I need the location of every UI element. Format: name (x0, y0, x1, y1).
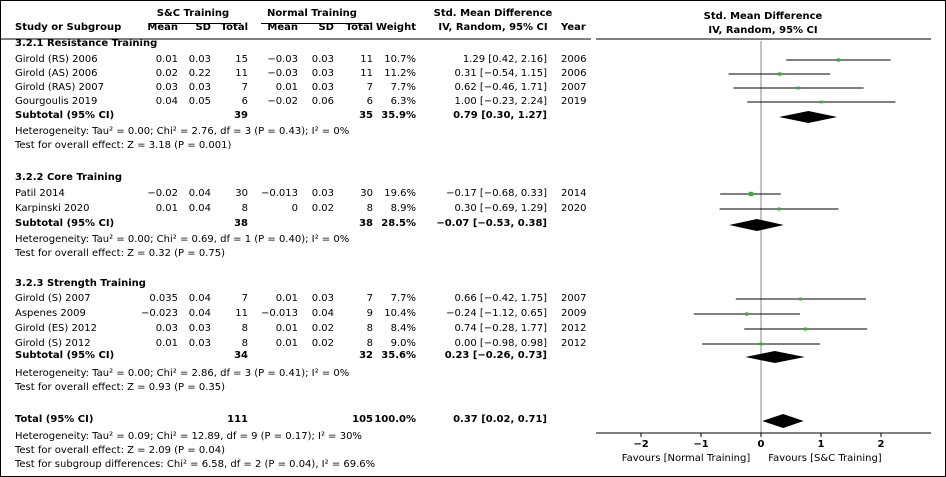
subgroup-differences-test: Test for subgroup differences: Chi² = 6.58, df = 2 (P = 0.04), I² = 69.6% (15, 459, 376, 470)
study-total-normal: 8 (366, 323, 373, 334)
header-total-right: Total (345, 22, 373, 33)
study-total-normal: 7 (366, 293, 373, 304)
header-sd-right: SD (318, 22, 334, 33)
subgroup-heterogeneity: Heterogeneity: Tau² = 0.00; Chi² = 0.69, df = 1 (P = 0.40); I² = 0% (15, 234, 350, 245)
study-name: Patil 2014 (15, 188, 65, 199)
study-mean-normal: −0.013 (260, 188, 298, 199)
study-total-sc: 8 (241, 323, 248, 334)
total-smd-ci: 0.37 [0.02, 0.71] (453, 414, 547, 425)
subgroup-overall-effect: Test for overall effect: Z = 0.32 (P = 0.75) (15, 248, 225, 259)
subgroup-overall-effect: Test for overall effect: Z = 3.18 (P = 0.001) (15, 140, 232, 151)
plot-method: IV, Random, 95% CI (708, 25, 818, 36)
study-total-sc: 8 (241, 203, 248, 214)
study-name: Karpinski 2020 (15, 203, 90, 214)
study-sd-normal: 0.03 (311, 188, 334, 199)
favours-normal-label: Favours [Normal Training] (621, 453, 751, 464)
total-weight: 100.0% (374, 414, 416, 425)
header-study-or-subgroup: Study or Subgroup (15, 22, 122, 33)
subtotal-label: Subtotal (95% CI) (15, 110, 115, 121)
study-total-normal: 8 (366, 338, 373, 349)
study-point-estimate (804, 327, 807, 330)
study-name: Gourgoulis 2019 (15, 96, 98, 107)
study-year: 2007 (561, 293, 587, 304)
study-weight: 6.3% (390, 96, 416, 107)
study-mean-sc: 0.02 (155, 68, 178, 79)
study-weight: 9.0% (390, 338, 416, 349)
subtotal-weight: 28.5% (381, 218, 416, 229)
study-sd-sc: 0.03 (188, 82, 211, 93)
study-total-sc: 11 (235, 68, 248, 79)
study-smd-ci: 0.66 [−0.42, 1.75] (454, 293, 547, 304)
study-name: Girold (RS) 2006 (15, 54, 98, 65)
subtotal-total-normal: 38 (359, 218, 373, 229)
study-mean-normal: 0.01 (275, 323, 298, 334)
study-sd-sc: 0.03 (188, 338, 211, 349)
study-smd-ci: 1.00 [−0.23, 2.24] (454, 96, 547, 107)
study-smd-ci: 0.30 [−0.69, 1.29] (454, 203, 547, 214)
subgroup-heterogeneity: Heterogeneity: Tau² = 0.00; Chi² = 2.86, df = 3 (P = 0.41); I² = 0% (15, 368, 350, 379)
subtotal-diamond (745, 351, 804, 363)
header-year: Year (561, 22, 586, 33)
study-point-estimate (745, 312, 748, 315)
study-mean-sc: 0.01 (155, 54, 178, 65)
total-total-normal: 105 (352, 414, 373, 425)
study-sd-normal: 0.04 (311, 308, 334, 319)
x-axis-tick-label: −1 (693, 439, 709, 450)
subtotal-label: Subtotal (95% CI) (15, 350, 115, 361)
study-sd-sc: 0.04 (188, 203, 211, 214)
overall-heterogeneity: Heterogeneity: Tau² = 0.09; Chi² = 12.89, df = 9 (P = 0.17); I² = 30% (15, 431, 362, 442)
study-sd-normal: 0.03 (311, 293, 334, 304)
subtotal-total-sc: 38 (234, 218, 248, 229)
study-sd-sc: 0.05 (188, 96, 211, 107)
study-total-normal: 7 (366, 82, 373, 93)
study-sd-normal: 0.03 (311, 54, 334, 65)
total-total-sc: 111 (227, 414, 248, 425)
study-mean-normal: 0.01 (275, 338, 298, 349)
study-sd-normal: 0.02 (311, 338, 334, 349)
total-label: Total (95% CI) (15, 414, 94, 425)
study-name: Girold (ES) 2012 (15, 323, 97, 334)
study-sd-normal: 0.03 (311, 68, 334, 79)
study-mean-normal: −0.02 (267, 96, 298, 107)
study-weight: 10.4% (384, 308, 416, 319)
study-sd-normal: 0.02 (311, 203, 334, 214)
study-smd-ci: 0.00 [−0.98, 0.98] (454, 338, 547, 349)
subtotal-diamond (779, 111, 837, 123)
header-mean-left: Mean (147, 22, 178, 33)
study-sd-sc: 0.04 (188, 293, 211, 304)
x-axis-tick-label: 1 (817, 439, 825, 450)
study-total-normal: 11 (360, 54, 373, 65)
subtotal-smd-ci: 0.23 [−0.26, 0.73] (444, 350, 547, 361)
study-total-normal: 6 (366, 96, 373, 107)
subtotal-total-normal: 35 (359, 110, 373, 121)
study-weight: 11.2% (384, 68, 416, 79)
study-mean-normal: −0.013 (260, 308, 298, 319)
study-smd-ci: −0.24 [−1.12, 0.65] (446, 308, 547, 319)
study-smd-ci: −0.17 [−0.68, 0.33] (446, 188, 547, 199)
study-mean-normal: 0.01 (275, 293, 298, 304)
subtotal-total-sc: 39 (234, 110, 248, 121)
study-total-normal: 9 (366, 308, 373, 319)
study-year: 2012 (561, 323, 587, 334)
study-name: Girold (S) 2012 (15, 338, 91, 349)
header-mean-right: Mean (267, 22, 298, 33)
study-point-estimate (797, 87, 800, 90)
header-normal-training: Normal Training (267, 8, 357, 19)
header-weight: Weight (376, 22, 416, 33)
study-weight: 8.9% (390, 203, 416, 214)
plot-title: Std. Mean Difference (703, 11, 823, 22)
study-mean-sc: −0.023 (140, 308, 178, 319)
study-year: 2019 (561, 96, 587, 107)
subtotal-smd-ci: −0.07 [−0.53, 0.38] (436, 218, 547, 229)
study-weight: 7.7% (390, 82, 416, 93)
study-year: 2020 (561, 203, 587, 214)
study-year: 2006 (561, 68, 587, 79)
subtotal-diamond (729, 219, 784, 231)
study-sd-normal: 0.06 (311, 96, 334, 107)
subtotal-smd-ci: 0.79 [0.30, 1.27] (453, 110, 547, 121)
study-sd-sc: 0.03 (188, 54, 211, 65)
study-total-sc: 15 (235, 54, 248, 65)
study-total-sc: 6 (241, 96, 248, 107)
study-name: Girold (RAS) 2007 (15, 82, 105, 93)
study-name: Aspenes 2009 (15, 308, 86, 319)
study-smd-ci: 0.31 [−0.54, 1.15] (454, 68, 547, 79)
subgroup-title: 3.2.1 Resistance Training (15, 38, 158, 49)
study-mean-sc: 0.01 (155, 338, 178, 349)
study-mean-sc: 0.035 (149, 293, 178, 304)
study-point-estimate (837, 58, 840, 61)
header-total-left: Total (220, 22, 248, 33)
study-weight: 7.7% (390, 293, 416, 304)
subtotal-total-normal: 32 (359, 350, 373, 361)
study-mean-normal: 0.01 (275, 82, 298, 93)
study-mean-normal: 0 (291, 203, 298, 214)
study-name: Girold (AS) 2006 (15, 68, 98, 79)
study-name: Girold (S) 2007 (15, 293, 91, 304)
subgroup-title: 3.2.3 Strength Training (15, 278, 146, 289)
forest-plot-graphic (1, 1, 945, 476)
study-sd-normal: 0.03 (311, 82, 334, 93)
subtotal-total-sc: 34 (234, 350, 248, 361)
study-total-sc: 30 (235, 188, 248, 199)
study-year: 2012 (561, 338, 587, 349)
study-point-estimate (799, 298, 802, 301)
study-total-normal: 30 (360, 188, 373, 199)
study-year: 2007 (561, 82, 587, 93)
study-sd-sc: 0.04 (188, 188, 211, 199)
study-point-estimate (820, 101, 823, 104)
study-mean-sc: 0.04 (155, 96, 178, 107)
study-total-sc: 7 (241, 293, 248, 304)
study-mean-sc: 0.03 (155, 82, 178, 93)
study-smd-ci: 1.29 [0.42, 2.16] (462, 54, 547, 65)
study-mean-normal: −0.03 (267, 68, 298, 79)
study-weight: 19.6% (384, 188, 416, 199)
study-total-sc: 8 (241, 338, 248, 349)
header-s-and-c-training: S&C Training (156, 8, 230, 19)
study-sd-normal: 0.02 (311, 323, 334, 334)
x-axis-tick-label: 2 (877, 439, 885, 450)
study-year: 2014 (561, 188, 587, 199)
study-year: 2009 (561, 308, 587, 319)
study-weight: 8.4% (390, 323, 416, 334)
study-weight: 10.7% (384, 54, 416, 65)
header-smd-method: IV, Random, 95% CI (438, 22, 548, 33)
study-smd-ci: 0.74 [−0.28, 1.77] (454, 323, 547, 334)
study-sd-sc: 0.03 (188, 323, 211, 334)
study-total-sc: 7 (241, 82, 248, 93)
study-mean-normal: −0.03 (267, 54, 298, 65)
study-point-estimate (778, 72, 781, 75)
header-smd-title: Std. Mean Difference (433, 8, 553, 19)
study-sd-sc: 0.22 (188, 68, 211, 79)
subtotal-label: Subtotal (95% CI) (15, 218, 115, 229)
study-point-estimate (759, 342, 762, 345)
study-mean-sc: 0.01 (155, 203, 178, 214)
overall-diamond (762, 414, 803, 428)
subtotal-weight: 35.9% (381, 110, 416, 121)
subgroup-heterogeneity: Heterogeneity: Tau² = 0.00; Chi² = 2.76, df = 3 (P = 0.43); I² = 0% (15, 126, 350, 137)
study-mean-sc: 0.03 (155, 323, 178, 334)
x-axis-tick-label: −2 (633, 439, 649, 450)
header-sd-left: SD (195, 22, 211, 33)
overall-effect-test: Test for overall effect: Z = 2.09 (P = 0.04) (15, 445, 225, 456)
x-axis-tick-label: 0 (757, 439, 765, 450)
study-mean-sc: −0.02 (147, 188, 178, 199)
favours-sc-label: Favours [S&C Training] (768, 453, 882, 464)
study-point-estimate (777, 207, 780, 210)
study-total-normal: 8 (366, 203, 373, 214)
subgroup-overall-effect: Test for overall effect: Z = 0.93 (P = 0.35) (15, 382, 225, 393)
study-total-sc: 11 (235, 308, 248, 319)
study-smd-ci: 0.62 [−0.46, 1.71] (454, 82, 547, 93)
study-year: 2006 (561, 54, 587, 65)
subgroup-title: 3.2.2 Core Training (15, 172, 123, 183)
study-point-estimate (749, 192, 753, 196)
study-sd-sc: 0.04 (188, 308, 211, 319)
subtotal-weight: 35.6% (381, 350, 416, 361)
study-total-normal: 11 (360, 68, 373, 79)
